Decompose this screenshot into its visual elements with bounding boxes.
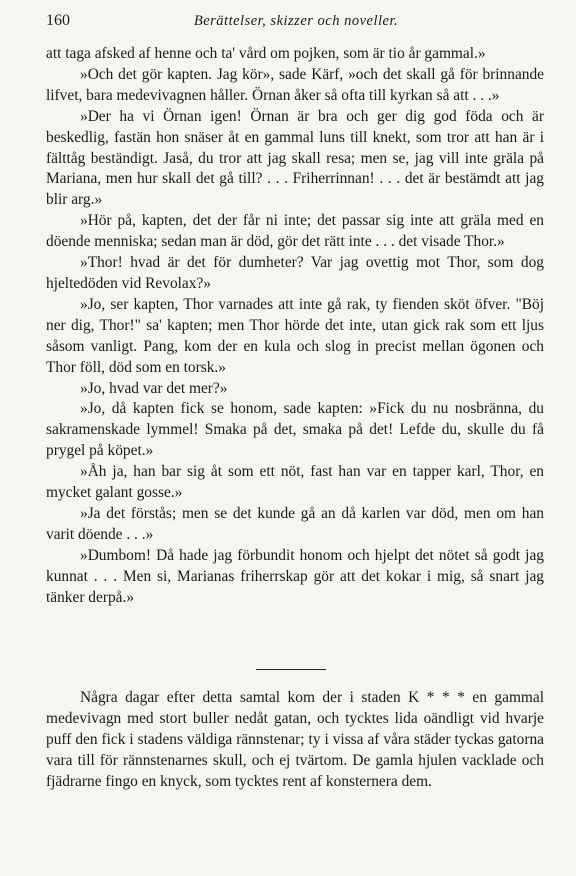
paragraph: »Hör på, kapten, det der får ni inte; det passar sig inte att gräla med en döende menniska; sedan man är död, gör det rätt inte . . . det visade Thor.» xyxy=(46,212,544,251)
paragraph: att taga afsked af henne och ta' vård om pojken, som är tio år gammal.» xyxy=(46,45,486,62)
paragraph: »Ja det förstås; men se det kunde gå an då karlen var död, men om han varit döende . . .» xyxy=(46,504,544,543)
page-number: 160 xyxy=(46,12,70,29)
paragraph: »Dumbom! Då hade jag förbundit honom och hjelpt det nötet så godt jag kunnat . . . Men si, Marianas friherrskap gör att det kokar i mig, så snart jag tänker derpå.» xyxy=(46,546,544,606)
narrative-section xyxy=(46,688,544,793)
paragraph: »Thor! hvad är det för dumheter? Var jag ovettig mot Thor, som dog hjeltedöden vid Revolax?» xyxy=(46,254,544,292)
paragraph: »Jo, hvad var det mer?» xyxy=(80,379,228,397)
dialogue-section xyxy=(46,44,544,608)
section-divider xyxy=(256,669,326,670)
running-title: Berättelser, skizzer och noveller. xyxy=(193,13,399,29)
paragraph: Några dagar efter detta samtal kom der i staden K * * * en gammal medevivagn med stort buller nedåt gatan, och tycktes lida oändligt vid hvarje puff den fick i stadens väldiga rännstenar; ty i vissa af våra städer tyckas gatorna vara till för rännstenarnes skull, och ej tvärtom. De gamla hjulen vacklade och fjädrarne fingo en knyck, som tycktes rent af konsternera dem. xyxy=(46,689,544,790)
paragraph: »Åh ja, han bar sig åt som ett nöt, fast han var en tapper karl, Thor, en mycket galant gosse.» xyxy=(46,463,544,502)
paragraph: »Jo, ser kapten, Thor varnades att inte gå rak, ty fienden sköt öfver. "Böj ner dig, Thor!" sa' kapten; men Thor hörde det inte, utan gick rak som ett ljus såsom vanligt. Pang, kom der en kula och slog in precist mellan ögonen och Thor föll, död som en torsk.» xyxy=(46,295,544,376)
page-header xyxy=(46,12,546,34)
paragraph: »Der ha vi Örnan igen! Örnan är bra och ger dig god föda och är beskedlig, fastän hon snäser åt en gammal luns till knekt, som tror att han är i fälttåg beständigt. Jaså, du tror att jag skall resa; men se, jag vill inte gräla på Mariana, men hur skall det gå till? . . . Friherrinnan! . . . det är bestämdt att jag blir arg.» xyxy=(46,107,544,209)
paragraph: »Jo, då kapten fick se honom, sade kapten: »Fick du nu nosbränna, du sakramenskade lymmel! Smaka på det, smaka på det! Lefde du, skulle du få prygel på köpet.» xyxy=(46,400,544,460)
paragraph: »Och det gör kapten. Jag kör», sade Kärf, »och det skall gå för brinnande lifvet, bara medevivagnen håller. Örnan åker så ofta till kyrkan så att . . .» xyxy=(46,65,544,104)
